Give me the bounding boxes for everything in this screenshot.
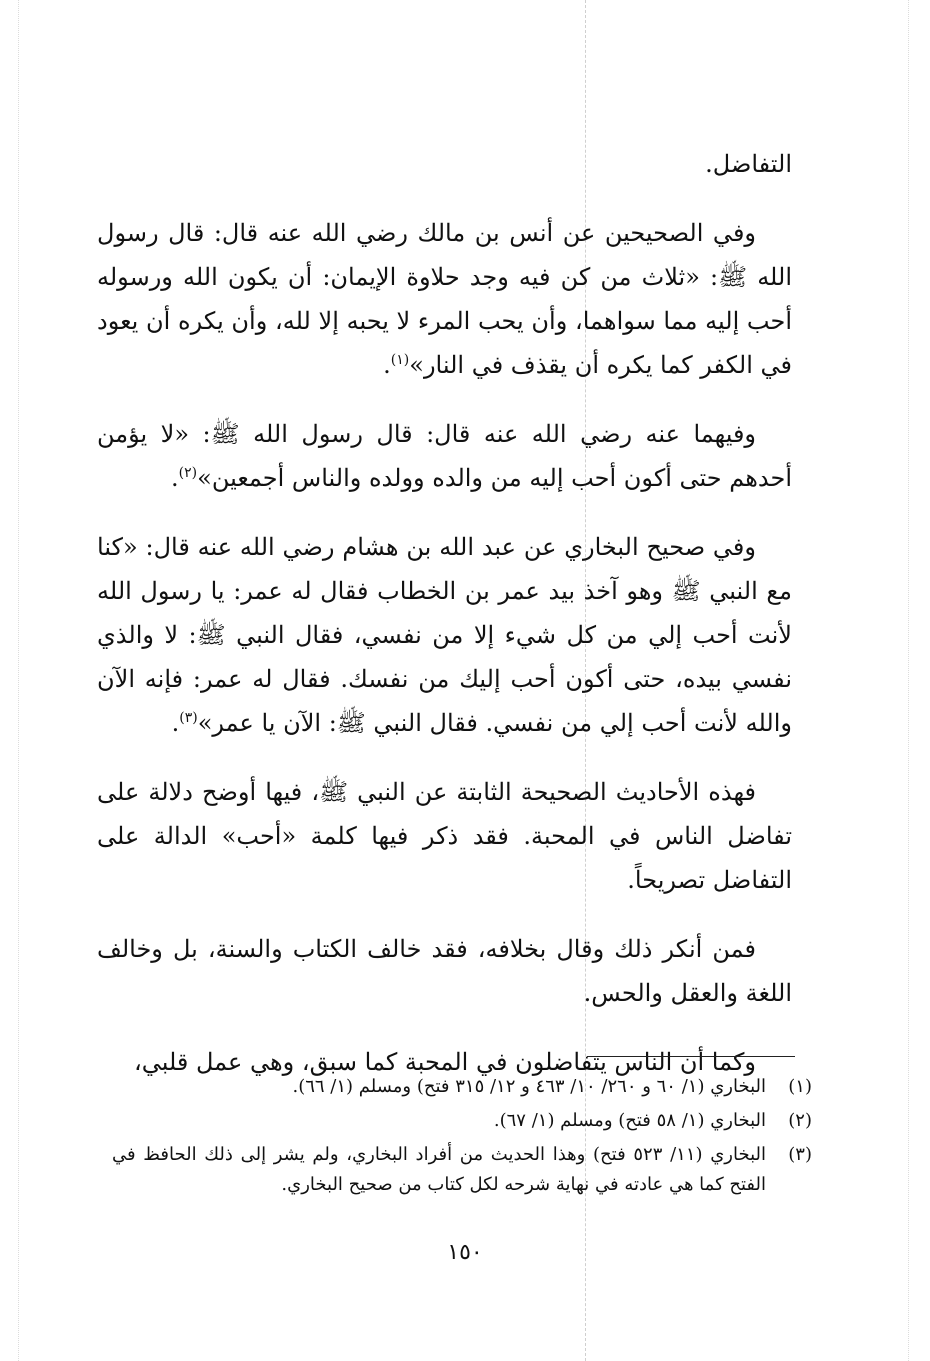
footnote-2-number: (٢) bbox=[788, 1110, 812, 1131]
footnote-3-text: البخاري (١١/ ٥٢٣ فتح) وهذا الحديث من أفراد البخاري، ولم يشر إلى ذلك الحافظ في الفتح كما هي عادته في نهاية شرحه لكل كتاب من صحيح البخاري. bbox=[112, 1144, 767, 1195]
footnotes bbox=[112, 1072, 812, 1204]
paragraph-3 bbox=[97, 412, 792, 500]
footnote-1-text: البخاري (١/ ٦٠ و ٢٦٠/ ١٠/ ٤٦٣ و ١٢/ ٣١٥ فتح) ومسلم (١/ ٦٦). bbox=[292, 1076, 766, 1097]
footnote-3-number: (٣) bbox=[788, 1144, 812, 1165]
paragraph-6 bbox=[97, 927, 792, 1015]
paragraph-2-text: وفي الصحيحين عن أنس بن مالك رضي الله عنه قال: قال رسول الله ﷺ: «ثلاث من كن فيه وجد حلاوة الإيمان: أن يكون الله ورسوله أحب إليه مما سواهما، وأن يحب المرء لا يحبه إلا لله، وأن يكره أن يعود في الكفر كما يكره أن يقذف في النار» bbox=[97, 219, 792, 379]
footnote-ref-1: (١) bbox=[390, 352, 410, 368]
paragraph-1-text: التفاضل. bbox=[705, 150, 792, 178]
footnote-separator bbox=[587, 1056, 795, 1057]
footnote-3 bbox=[112, 1140, 812, 1200]
paragraph-3-end: . bbox=[171, 464, 179, 492]
paragraph-2-end: . bbox=[383, 351, 391, 379]
footnote-1 bbox=[112, 1072, 812, 1102]
paragraph-4-end: . bbox=[171, 709, 180, 737]
footnote-2 bbox=[112, 1106, 812, 1136]
page-number: ١٥٠ bbox=[447, 1240, 483, 1265]
footnote-ref-3: (٣) bbox=[179, 710, 198, 726]
main-text bbox=[97, 142, 792, 1109]
paragraph-4 bbox=[97, 525, 792, 745]
paragraph-4-text: وفي صحيح البخاري عن عبد الله بن هشام رضي الله عنه قال: «كنا مع النبي ﷺ وهو آخذ بيد عمر بن الخطاب فقال له عمر: يا رسول الله لأنت أحب إلي من كل شيء إلا من نفسي، فقال النبي ﷺ: لا والذي نفسي بيده، حتى أكون أحب إليك من نفسك. فقال له عمر: فإنه الآن والله لأنت أحب إلي من نفسي. فقال النبي ﷺ: الآن يا عمر» bbox=[97, 533, 792, 737]
paragraph-6-text: فمن أنكر ذلك وقال بخلافه، فقد خالف الكتاب والسنة، بل وخالف اللغة والعقل والحس. bbox=[97, 935, 792, 1007]
paragraph-5-text: فهذه الأحاديث الصحيحة الثابتة عن النبي ﷺ، فيها أوضح دلالة على تفاضل الناس في المحبة. فقد ذكر فيها كلمة «أحب» الدالة على التفاضل تصريحاً. bbox=[97, 778, 792, 894]
scan-edge-dots-left bbox=[18, 0, 19, 1361]
footnote-ref-2: (٢) bbox=[178, 465, 198, 481]
paragraph-1 bbox=[97, 142, 792, 186]
footnote-1-number: (١) bbox=[788, 1076, 812, 1097]
paragraph-7-text: وكما أن الناس يتفاضلون في المحبة كما سبق، وهي عمل قلبي، bbox=[133, 1048, 756, 1076]
paragraph-5 bbox=[97, 770, 792, 902]
scan-edge-dots-right bbox=[908, 0, 909, 1361]
paragraph-2 bbox=[97, 211, 792, 387]
footnote-2-text: البخاري (١/ ٥٨ فتح) ومسلم (١/ ٦٧). bbox=[493, 1110, 766, 1131]
paragraph-3-text: وفيهما عنه رضي الله عنه قال: قال رسول الله ﷺ: «لا يؤمن أحدهم حتى أكون أحب إليه من والده وولده والناس أجمعين» bbox=[97, 420, 792, 492]
